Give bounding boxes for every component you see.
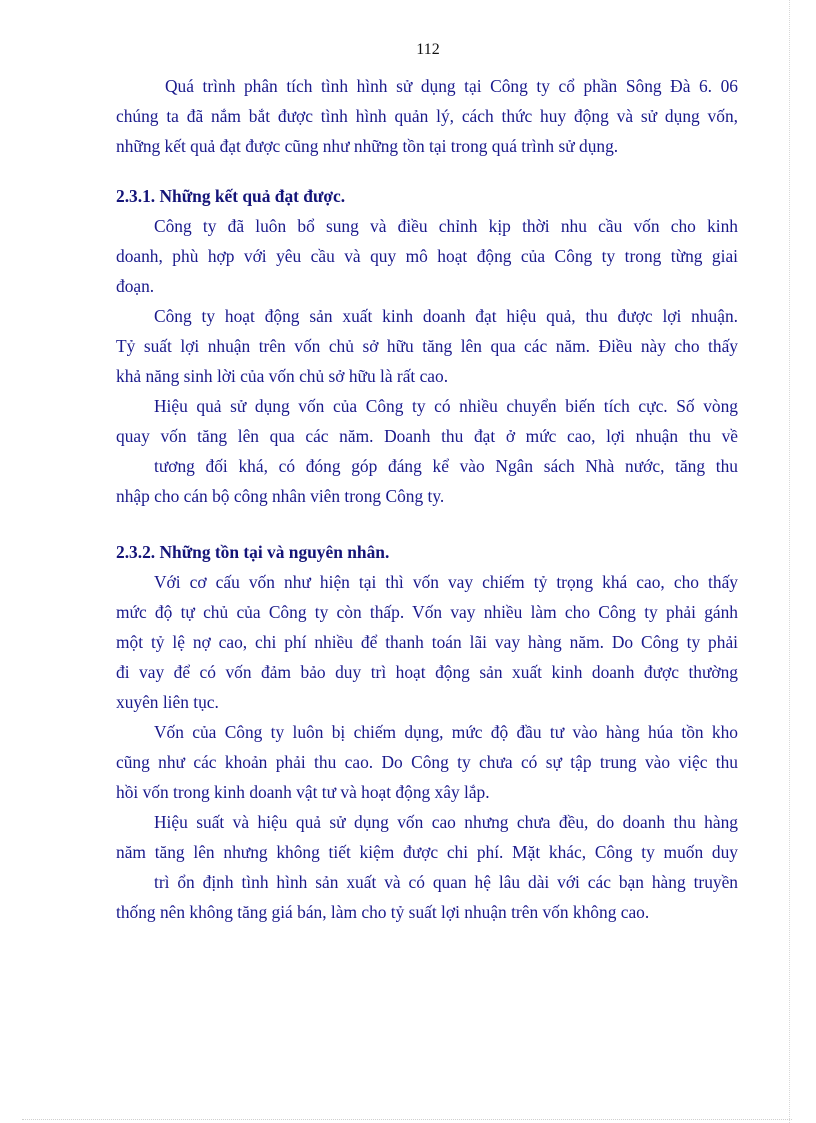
section-heading: 2.3.1. Những kết quả đạt được. [116,186,346,206]
text-line: mức độ tự chủ của Công ty còn thấp. Vốn vay nhiều làm cho Công ty phải gánh [116,602,738,622]
text-line: Tỷ suất lợi nhuận trên vốn chủ sở hữu tăng lên qua các năm. Điều này cho thấy [116,336,738,356]
text-line: đi vay để có vốn đảm bảo duy trì hoạt động sản xuất kinh doanh được thường [116,662,738,682]
text-line: Vốn của Công ty luôn bị chiếm dụng, mức độ đầu tư vào hàng húa tồn kho [154,722,738,742]
text-line: đoạn. [116,276,155,296]
section-heading: 2.3.2. Những tồn tại và nguyên nhân. [116,542,390,562]
text-line: năm tăng lên nhưng không tiết kiệm được chi phí. Mặt khác, Công ty muốn duy [116,842,738,862]
text-line: quay vốn tăng lên qua các năm. Doanh thu đạt ở mức cao, lợi nhuận thu về [116,426,738,446]
text-line: doanh, phù hợp với yêu cầu và quy mô hoạt động của Công ty trong từng giai [116,246,738,266]
text-line: Quá trình phân tích tình hình sử dụng tại Công ty cổ phần Sông Đà 6. 06 [165,76,738,96]
page-number: 112 [416,41,440,58]
paragraph [116,211,738,301]
page-frame-right [789,0,790,1123]
text-line: tương đối khá, có đóng góp đáng kể vào Ngân sách Nhà nước, tăng thu [154,456,738,476]
paragraph [116,391,738,511]
paragraph [116,301,738,391]
text-line: xuyên liên tục. [116,692,219,712]
text-line: nhập cho cán bộ công nhân viên trong Công ty. [116,486,445,506]
paragraph [116,717,738,807]
paragraph [116,807,738,927]
text-line: thống nên không tăng giá bán, làm cho tỷ suất lợi nhuận trên vốn không cao. [116,902,650,922]
text-line: một tỷ lệ nợ cao, chi phí nhiều để thanh toán lãi vay hàng năm. Do Công ty phải [116,632,738,652]
text-line: trì ổn định tình hình sản xuất và có quan hệ lâu dài với các bạn hàng truyền [154,872,738,892]
document-body [116,71,738,927]
text-line: hồi vốn trong kinh doanh vật tư và hoạt động xây lắp. [116,782,490,802]
text-line: Hiệu suất và hiệu quả sử dụng vốn cao nhưng chưa đều, do doanh thu hàng [154,812,738,832]
page-frame-bottom [22,1119,792,1120]
text-line: chúng ta đã nắm bắt được tình hình quản lý, cách thức huy động và sử dụng vốn, [116,106,738,126]
text-line: cũng như các khoản phải thu cao. Do Công ty chưa có sự tập trung vào việc thu [116,752,738,772]
intro-paragraph [116,71,738,161]
text-line: khả năng sinh lời của vốn chủ sở hữu là rất cao. [116,366,449,386]
text-line: Với cơ cấu vốn như hiện tại thì vốn vay chiếm tỷ trọng khá cao, cho thấy [154,572,738,592]
text-line: những kết quả đạt được cũng như những tồn tại trong quá trình sử dụng. [116,136,619,156]
text-line: Công ty đã luôn bổ sung và điều chỉnh kịp thời nhu cầu vốn cho kinh [154,216,738,236]
text-line: Hiệu quả sử dụng vốn của Công ty có nhiều chuyển biến tích cực. Số vòng [154,396,738,416]
text-line: Công ty hoạt động sản xuất kinh doanh đạt hiệu quả, thu được lợi nhuận. [154,306,738,326]
paragraph [116,567,738,717]
